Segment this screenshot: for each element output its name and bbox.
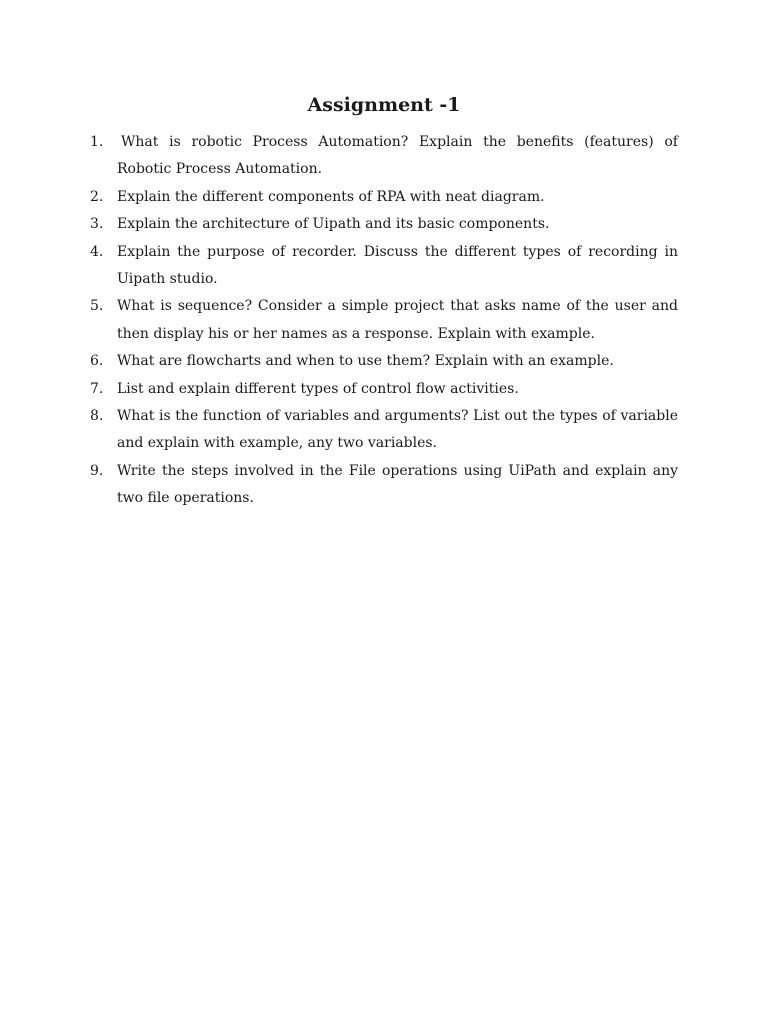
question-text: What is the function of variables and arguments? List out the types of variable and explain with example, any two variables. [117, 408, 678, 452]
question-item-5 [90, 293, 678, 348]
question-number: 4. [90, 243, 104, 260]
question-number: 1. [90, 134, 104, 150]
question-item-6 [90, 348, 678, 375]
question-item-3 [90, 211, 678, 238]
question-number: 6. [90, 353, 104, 370]
question-text: Write the steps involved in the File operations using UiPath and explain any two file operations. [117, 462, 678, 507]
question-number: 7. [90, 380, 104, 397]
question-number: 2. [90, 188, 104, 205]
question-number: 5. [90, 298, 104, 315]
question-item-7 [90, 376, 678, 403]
question-number: 9. [90, 462, 104, 479]
question-item-9 [90, 458, 678, 513]
question-text: Explain the purpose of recorder. Discuss the different types of recording in Uipath studio. [117, 243, 678, 288]
question-text: Explain the architecture of Uipath and its basic components. [117, 216, 550, 233]
question-item-4 [90, 239, 678, 294]
question-item-1 [90, 129, 678, 184]
question-text: What is sequence? Consider a simple project that asks name of the user and then display his or her names as a response. Explain with example. [117, 298, 678, 342]
question-number: 3. [90, 216, 104, 233]
question-text: Explain the different components of RPA with neat diagram. [117, 188, 545, 205]
question-item-8 [90, 403, 678, 458]
question-number: 8. [90, 408, 104, 425]
question-text: What are flowcharts and when to use them? Explain with an example. [117, 353, 614, 370]
assignment-title: Assignment -1 [307, 94, 461, 116]
question-text: What is robotic Process Automation? Explain the benefits (features) of Robotic Process Automation. [117, 134, 678, 178]
question-text: List and explain different types of control flow activities. [117, 380, 519, 397]
question-list [90, 129, 678, 513]
question-item-2 [90, 184, 678, 211]
